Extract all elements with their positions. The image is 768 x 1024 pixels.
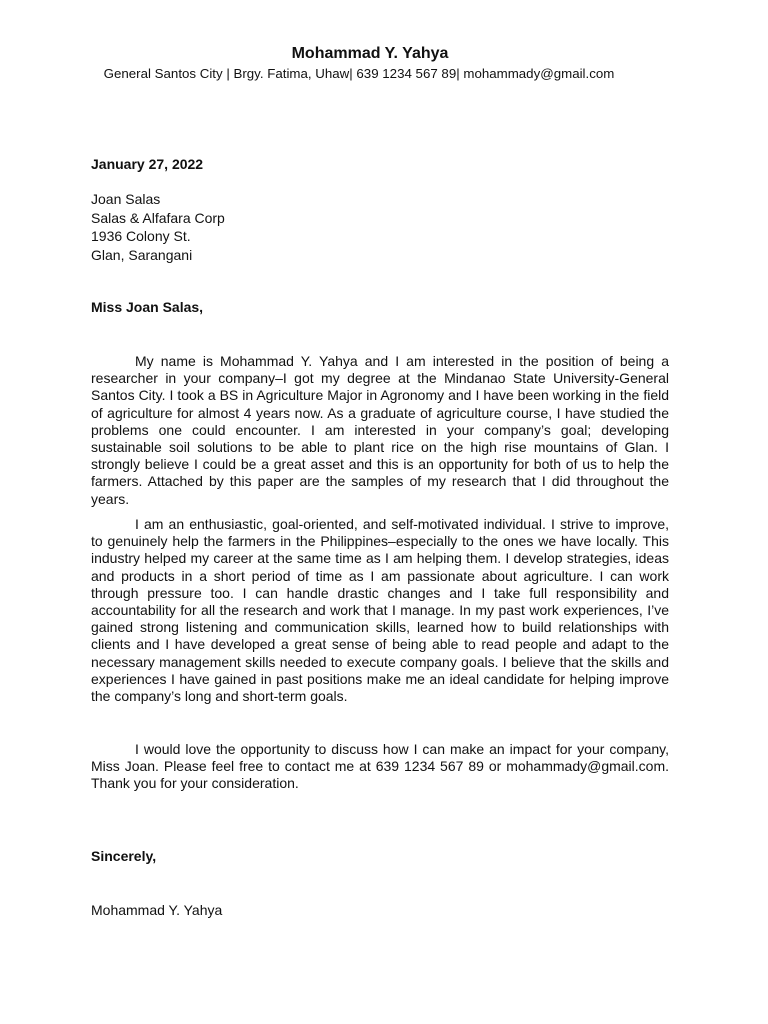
sender-name-heading: Mohammad Y. Yahya [291, 45, 449, 62]
closing-phrase: Sincerely, [91, 848, 157, 864]
recipient-company: Salas & Alfafara Corp [91, 209, 225, 226]
signature-name: Mohammad Y. Yahya [91, 902, 223, 918]
body-paragraph-intro: My name is Mohammad Y. Yahya and I am interested in the position of being a researcher in your company–I got my degree at the Mindanao State University-General Santos City. I took a BS in Agriculture Major in Agronomy and I have been working in the field of agriculture for almost 4 years now. As a graduate of agriculture course, I have studied the problems one could encounter. I am interested in your company’s goal; developing sustainable soil solutions to be able to plant rice on the high rise mountains of Glan. I strongly believe I could be a great asset and this is an opportunity for both of us to help the farmers. Attached by this paper are the samples of my research that I did throughout the years. [91, 353, 669, 507]
body-paragraph-closing: I would love the opportunity to discuss how I can make an impact for your company, Miss Joan. Please feel free to contact me at 639 1234 567 89 or mohammady@gmail.com. Thank you for your consideration. [91, 741, 669, 792]
recipient-city: Glan, Sarangani [91, 246, 193, 263]
sender-contact-line: General Santos City | Brgy. Fatima, Uhaw| 639 1234 567 89| mohammady@gmail.com [103, 66, 615, 81]
salutation: Miss Joan Salas, [91, 299, 204, 315]
letter-date: January 27, 2022 [91, 156, 204, 172]
recipient-street: 1936 Colony St. [91, 228, 191, 244]
recipient-name: Joan Salas [91, 191, 161, 207]
body-paragraph-qualifications: I am an enthusiastic, goal-oriented, and self-motivated individual. I strive to improve, to genuinely help the farmers in the Philippines–especially to the ones we have locally. This industry helped my career at the same time as I am helping them. I develop strategies, ideas and products in a short period of time as I am passionate about agriculture. I can work through pressure too. I can handle drastic changes and I take full responsibility and accountability for all the research and work that I manage. In my past work experiences, I’ve gained strong listening and communication skills, learned how to build relationships with clients and I have developed a great sense of being able to read people and adapt to the necessary management skills needed to execute company goals. I believe that the skills and experiences I have gained in past positions make me an ideal candidate for helping improve the company’s long and short-term goals. [91, 516, 669, 705]
recipient-address-block [91, 190, 225, 264]
